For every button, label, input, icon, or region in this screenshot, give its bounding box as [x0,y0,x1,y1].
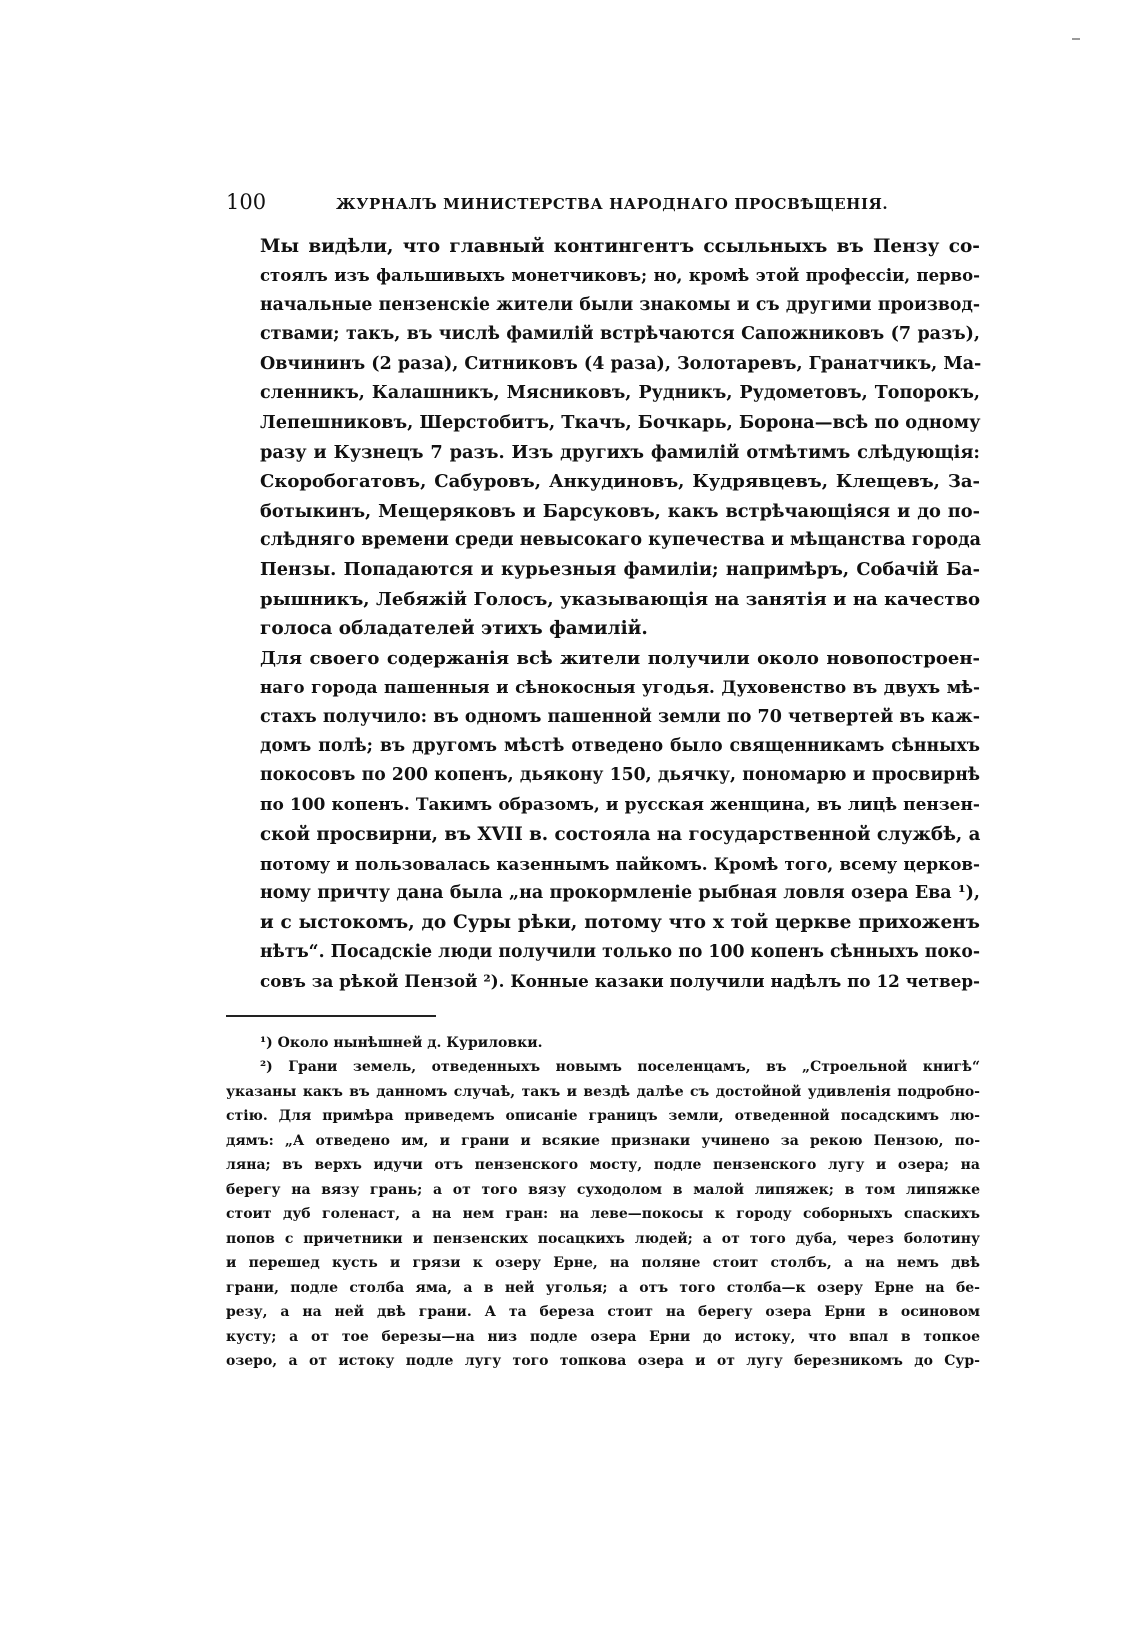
footnote-line: стію. Для примѣра приведемъ описаніе границъ земли, отведенной посадскимъ лю- [226,1108,980,1125]
page-number: 100 [226,190,267,214]
text-line: начальные пензенскіе жители были знакомы и съ другими производ- [260,294,980,315]
text-line: ботыкинъ, Мещеряковъ и Барсуковъ, какъ встрѣчающіяся и до по- [260,500,980,522]
footnote-line: резу, а на ней двѣ грани. А та береза стоит на берегу озера Ерни в осиновом [226,1304,980,1321]
footnote-line: озеро, а от истоку подле лугу того топкова озера и от лугу березникомъ до Сур- [226,1353,980,1370]
text-line: нѣтъ“. Посадскіе люди получили только по 100 копенъ сѣнныхъ поко- [260,941,980,962]
footnote-1 [226,1031,980,1056]
paragraph-1 [226,232,980,644]
footnote-line: дямъ: „А отведено им, и грани и всякие признаки учинено за рекою Пензою, по- [226,1132,980,1149]
footnote-line: стоит дуб голенаст, а на нем гран: на леве—покосы к городу соборныхъ спаскихъ [226,1206,980,1223]
running-head [226,190,980,224]
text-line: рышникъ, Лебяжій Голосъ, указывающія на занятія и на качество [260,588,980,610]
text-line: наго города пашенныя и сѣнокосныя угодья. Духовенство въ двухъ мѣ- [260,677,980,698]
footnote-line [226,1055,980,1080]
text-line: Пензы. Попадаются и курьезныя фамиліи; напримѣръ, Собачій Ба- [260,559,980,581]
footnote-line: и перешед кусть и грязи к озеру Ерне, на поляне стоит столбъ, а на немъ двѣ [226,1255,980,1272]
journal-title: ЖУРНАЛЪ МИНИСТЕРСТВА НАРОДНАГО ПРОСВѢЩЕНІЯ. [336,195,889,213]
text-line: стоялъ изъ фальшивыхъ монетчиковъ; но, кромѣ этой профессіи, перво- [260,266,980,286]
text-line: Овчининъ (2 раза), Ситниковъ (4 раза), Золотаревъ, Гранатчикъ, Ма- [260,353,982,374]
text-line: домъ полѣ; въ другомъ мѣстѣ отведено было священникамъ сѣнныхъ [260,735,980,756]
text-line: Скоробогатовъ, Сабуровъ, Анкудиновъ, Кудрявцевъ, Клещевъ, За- [260,471,980,493]
text-line: ному причту дана была „на прокормленіе рыбная ловля озера Ева ¹), [260,882,980,903]
footnote-line: грани, подле столба яма, а в ней уголья; а отъ того столба—к озеру Ерне на бе- [226,1279,980,1296]
text-line: Для своего содержанія всѣ жители получили около новопостроен- [260,647,980,669]
text-line: ствами; такъ, въ числѣ фамилій встрѣчаются Сапожниковъ (7 разъ), [260,324,980,345]
footnote-line: берегу на вязу грань; а от того вязу суходолом в малой липяжек; в том липяжке [226,1181,980,1198]
footnote-2 [226,1055,980,1374]
book-page [226,190,980,1374]
text-line: Лепешниковъ, Шерстобитъ, Ткачъ, Бочкарь, Борона—всѣ по одному [260,412,981,434]
footnote-line: кусту; а от тое березы—на низ подле озера Ерни до истоку, что впал в топкое [226,1328,980,1345]
text-line: по 100 копенъ. Такимъ образомъ, и русская женщина, въ лицѣ пензен- [260,794,980,815]
page-edge-mark [1072,38,1080,40]
footnote-marker: ²) [260,1059,273,1076]
text-line: голоса обладателей этихъ фамилій. [260,618,648,640]
footnotes [226,1031,980,1374]
text-line: разу и Кузнецъ 7 разъ. Изъ другихъ фамилій отмѣтимъ слѣдующія: [260,441,980,463]
text-line: и с ыстокомъ, до Суры рѣки, потому что х той церкве прихоженъ [260,912,980,934]
footnote-line: указаны какъ въ данномъ случаѣ, такъ и вездѣ далѣе съ достойной удивленія подробно- [226,1083,980,1100]
text-line: слѣдняго времени среди невысокаго купечества и мѣщанства города [260,530,982,551]
footnote-line: ляна; въ верхъ идучи отъ пензенского мосту, подле пензенского лугу и озера; на [226,1157,980,1174]
footnote-separator [226,1015,436,1017]
text-line: Мы видѣли, что главный контингентъ ссыльныхъ въ Пензу со- [260,236,980,257]
footnote-marker: ¹) [260,1034,273,1051]
text-line: совъ за рѣкой Пензой ²). Конные казаки получили надѣлъ по 12 четвер- [260,971,980,992]
text-line: ской просвирни, въ XVII в. состояла на государственной службѣ, а [260,824,981,846]
paragraph-2 [226,644,980,997]
text-line: покосовъ по 200 копенъ, дьякону 150, дьячку, пономарю и просвирнѣ [260,765,980,786]
footnote-line [226,1031,980,1056]
footnote-text: Грани земель, отведенныхъ новымъ поселенцамъ, въ „Строельной книгѣ“ [288,1059,981,1076]
footnote-line: попов с причетники и пензенских посацкихъ людей; а от того дуба, через болотину [226,1230,980,1247]
footnote-text: Около нынѣшней д. Куриловки. [277,1034,543,1051]
text-line: потому и пользовалась казеннымъ пайкомъ. Кромѣ того, всему церков- [260,853,980,874]
text-line: сленникъ, Калашникъ, Мясниковъ, Рудникъ, Рудометовъ, Топорокъ, [260,383,980,404]
text-line: стахъ получило: въ одномъ пашенной земли по 70 четвертей въ каж- [260,706,980,727]
main-text [226,232,980,997]
